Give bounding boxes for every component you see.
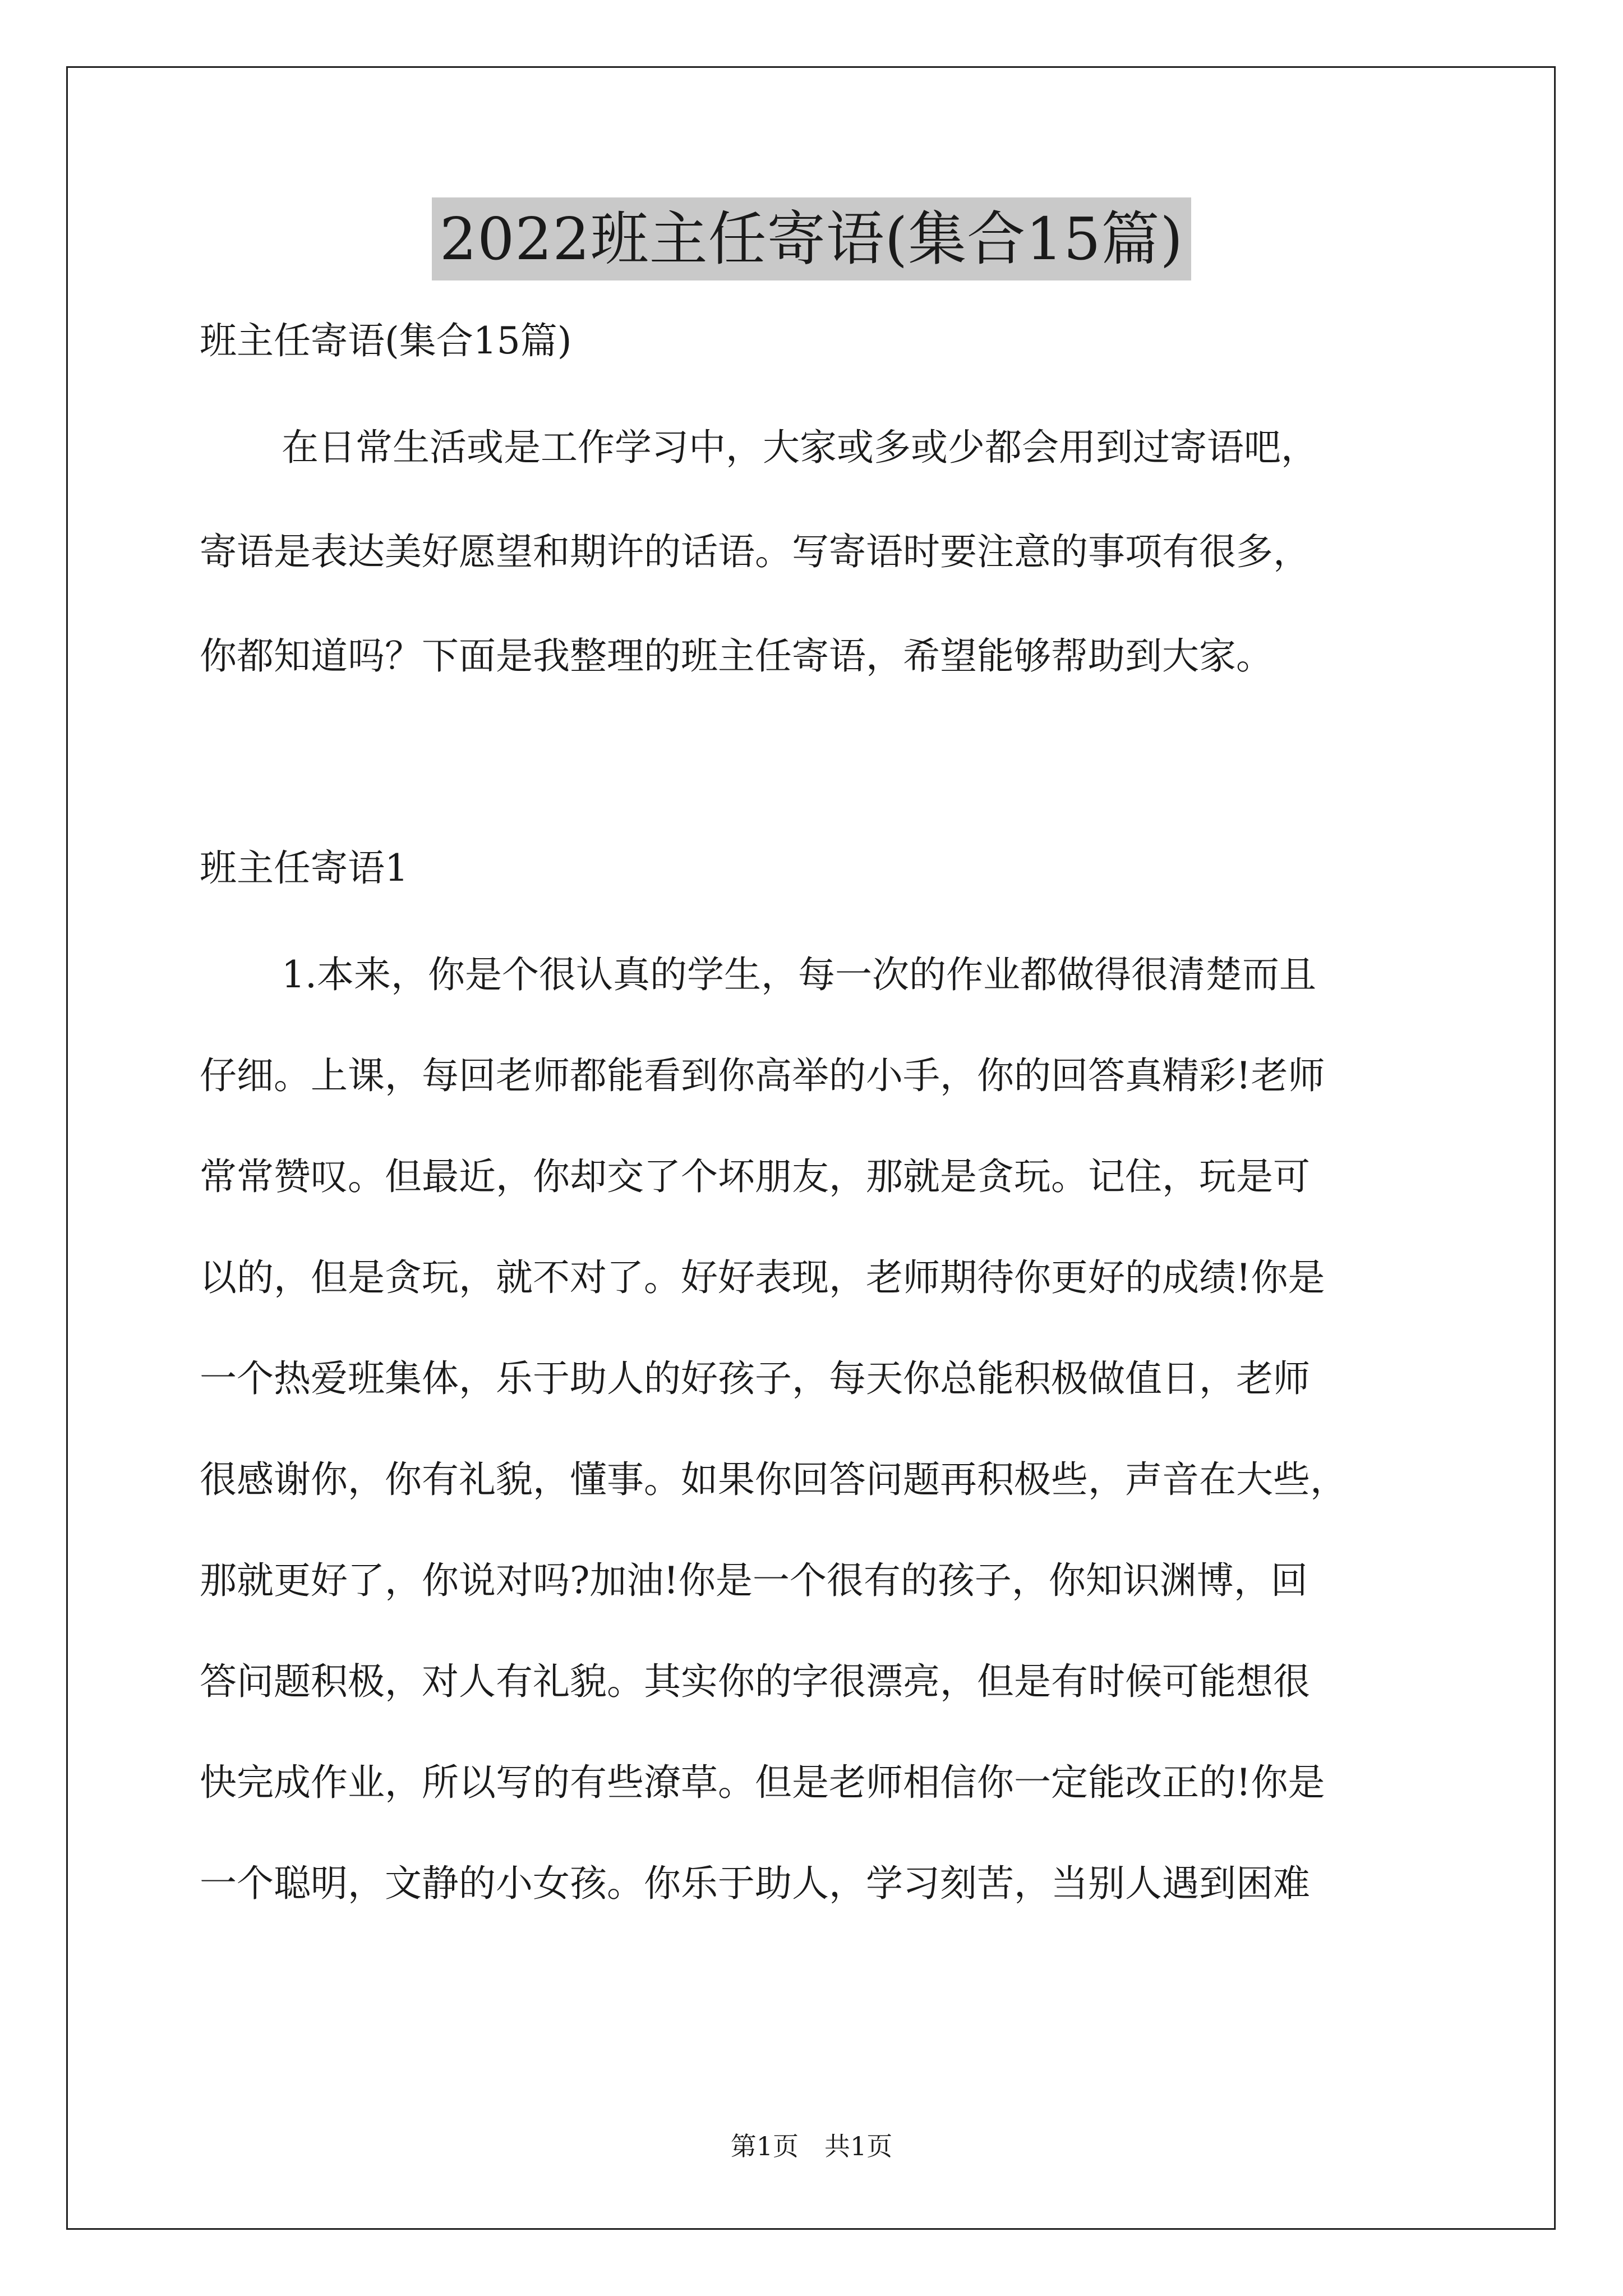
intro-line: 寄语是表达美好愿望和期许的话语。写寄语时要注意的事项有很多， <box>200 530 1310 573</box>
section-line: 以的，但是贪玩，就不对了。好好表现，老师期待你更好的成绩!你是 <box>200 1256 1325 1299</box>
document-subtitle: 班主任寄语(集合15篇) <box>200 319 572 362</box>
section-line: 仔细。上课，每回老师都能看到你高举的小手，你的回答真精彩!老师 <box>200 1054 1325 1097</box>
section-line: 快完成作业，所以写的有些潦草。但是老师相信你一定能改正的!你是 <box>200 1761 1325 1804</box>
intro-line: 在日常生活或是工作学习中，大家或多或少都会用到过寄语吧， <box>282 426 1318 469</box>
section-line: 1.本来，你是个很认真的学生，每一次的作业都做得很清楚而且 <box>282 953 1316 996</box>
intro-line: 你都知道吗？下面是我整理的班主任寄语，希望能够帮助到大家。 <box>200 634 1273 678</box>
section-line: 一个热爱班集体，乐于助人的好孩子，每天你总能积极做值日，老师 <box>200 1357 1310 1400</box>
page-footer: 第1页 共1页 <box>730 2131 893 2161</box>
section-line: 答问题积极，对人有礼貌。其实你的字很漂亮，但是有时候可能想很 <box>200 1660 1310 1703</box>
document-body <box>200 314 1456 1911</box>
section-line: 那就更好了，你说对吗?加油!你是一个很有的孩子，你知识渊博，回 <box>200 1559 1308 1602</box>
document-title: 2022班主任寄语(集合15篇) <box>432 197 1191 280</box>
section-line: 很感谢你，你有礼貌，懂事。如果你回答问题再积极些，声音在大些， <box>200 1458 1347 1501</box>
section-heading: 班主任寄语1 <box>200 846 408 890</box>
section-line: 常常赞叹。但最近，你却交了个坏朋友，那就是贪玩。记住，玩是可 <box>200 1155 1310 1198</box>
section-line: 一个聪明，文静的小女孩。你乐于助人，学习刻苦，当别人遇到困难 <box>200 1862 1310 1905</box>
title-container <box>0 197 1623 280</box>
